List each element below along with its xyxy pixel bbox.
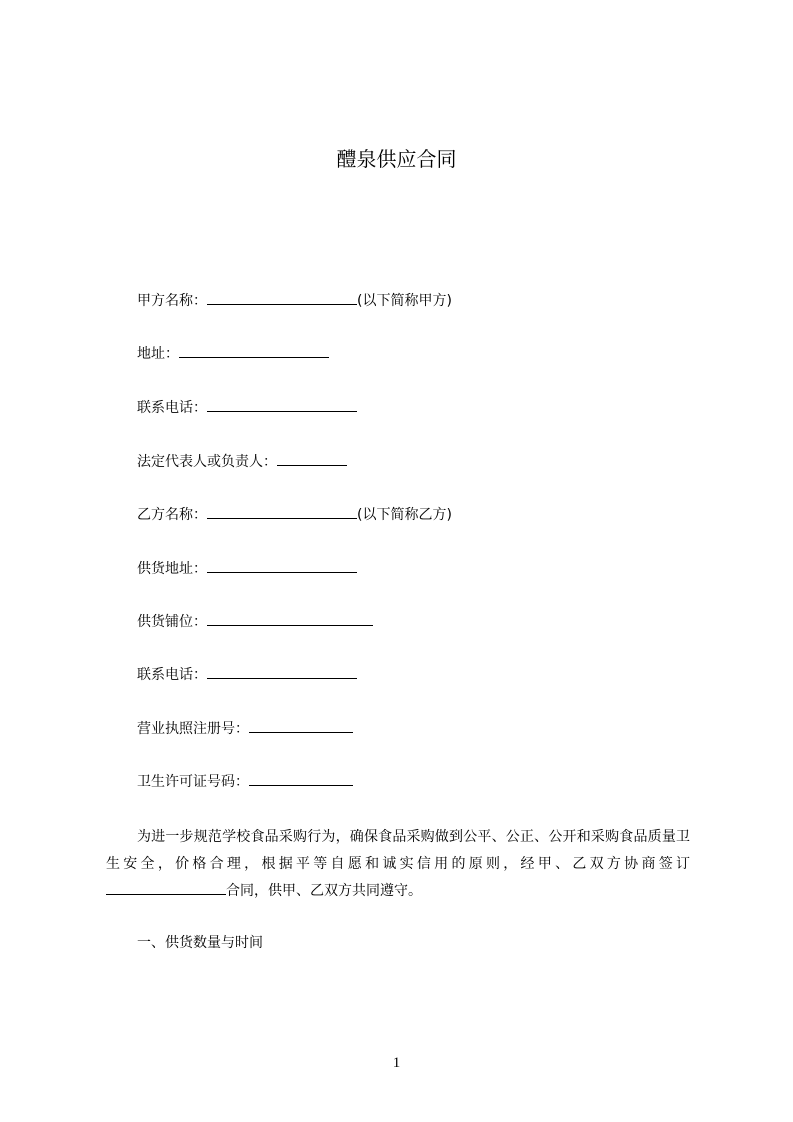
health-permit-field xyxy=(137,771,353,792)
field-label: 供货地址： xyxy=(137,561,207,577)
field-label: 联系电话： xyxy=(137,400,207,416)
business-license-field xyxy=(137,718,353,739)
field-suffix: (以下简称甲方) xyxy=(357,293,452,309)
field-label: 法定代表人或负责人： xyxy=(137,454,277,470)
blank-line[interactable] xyxy=(277,451,347,466)
intro-paragraph xyxy=(106,824,690,905)
field-label: 联系电话： xyxy=(137,667,207,683)
field-label: 营业执照注册号： xyxy=(137,721,249,737)
party-a-phone-field xyxy=(137,397,357,418)
blank-line[interactable] xyxy=(207,397,357,412)
party-a-address-field xyxy=(137,343,329,364)
field-label: 乙方名称： xyxy=(137,507,207,523)
party-b-phone-field xyxy=(137,664,357,685)
legal-representative-field xyxy=(137,451,347,472)
page-number: 1 xyxy=(392,1055,401,1071)
blank-line[interactable] xyxy=(207,504,357,519)
blank-line[interactable] xyxy=(249,771,353,786)
blank-line[interactable] xyxy=(207,290,357,305)
field-suffix: (以下简称乙方) xyxy=(357,507,452,523)
blank-line[interactable] xyxy=(207,664,357,679)
contract-name-blank[interactable] xyxy=(106,880,226,895)
field-label: 甲方名称： xyxy=(137,293,207,309)
blank-line[interactable] xyxy=(249,718,353,733)
section-heading: 一、供货数量与时间 xyxy=(137,935,263,951)
paragraph-text: 合同，供甲、乙双方共同遵守。 xyxy=(226,883,422,899)
party-a-name-field xyxy=(137,290,452,311)
document-title: 醴泉供应合同 xyxy=(336,147,457,171)
supply-stall-field xyxy=(137,611,373,632)
field-label: 卫生许可证号码： xyxy=(137,774,249,790)
blank-line[interactable] xyxy=(179,343,329,358)
party-b-name-field xyxy=(137,504,452,525)
field-label: 地址： xyxy=(137,346,179,362)
paragraph-text: 为进一步规范学校食品采购行为，确保食品采购做到公平、公正、公开和采购食品质量卫生安全，价格合理，根据平等自愿和诚实信用的原则，经甲、乙双方协商签订 xyxy=(106,829,690,872)
blank-line[interactable] xyxy=(207,611,373,626)
blank-line[interactable] xyxy=(207,558,357,573)
field-label: 供货铺位： xyxy=(137,614,207,630)
supply-address-field xyxy=(137,558,357,579)
